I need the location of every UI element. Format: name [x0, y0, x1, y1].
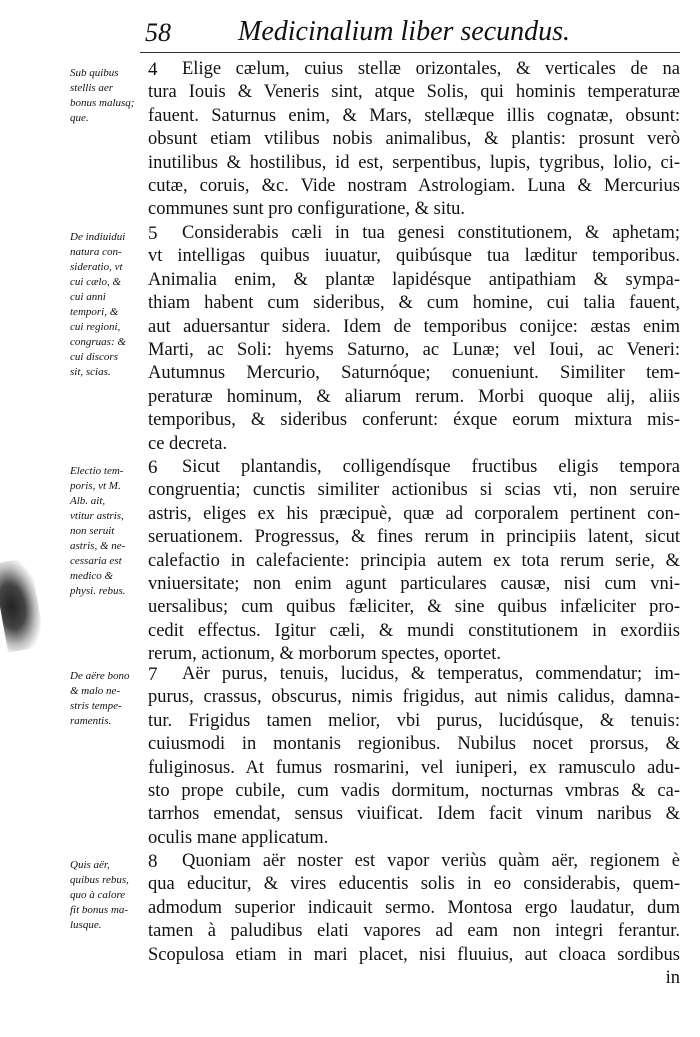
text-line: ce decreta. [148, 433, 228, 454]
text-line: calefactio in calefaciente: principia autem ex tota rerum serie, & [148, 550, 680, 571]
marginal-gloss: De aëre bono & malo ne- stris tempe- ramentis. [70, 670, 130, 727]
text-line: uersalibus; cum quibus fæliciter, & sine quibus infæliciter pro- [148, 597, 680, 618]
paragraph-number: 7 [148, 664, 158, 685]
text-line: peraturæ hominum, & aliarum rerum. Morbi quoque alij, aliis [148, 386, 680, 407]
text-line: Quoniam aër noster est vapor veriùs quàm aër, regionem è [182, 851, 680, 871]
ink-blot [0, 557, 46, 652]
paragraph-number: 6 [148, 457, 158, 478]
paragraph-text [148, 222, 680, 456]
paragraph-number: 4 [148, 59, 158, 80]
text-line: cedit effectus. Igitur cæli, & mundi constitutionem in exordiis [148, 620, 680, 641]
text-line: Marti, ac Soli: hyems Saturno, ac Lunæ; vel Ioui, ac Veneri: [148, 339, 680, 360]
text-line: qua educitur, & vires educentis solis in eo considerabis, quem- [148, 874, 680, 895]
paragraph-text [148, 663, 680, 850]
text-line: sto prope cubile, cum vadis dormitum, nocturnas vmbras & ca- [148, 780, 680, 801]
paragraph-number: 8 [148, 851, 158, 872]
text-line: tarrhos emendat, sensus viuificat. Idem facit vinum naribus & [148, 804, 680, 825]
text-line: tura Iouis & Veneris sint, atque Solis, qui hominis temperaturæ [148, 82, 680, 103]
text-line: purus, crassus, obscurus, nimis frigidus, aut nimis calidus, damna- [148, 687, 680, 708]
text-line: Autumnus Mercurio, Saturnóque; conueniunt. Similiter tem- [148, 363, 680, 384]
marginal-gloss: De indiuidui natura con- sideratio, vt cui cælo, & cui anni tempori, & cui regioni, congruas: & cui discors sit, scias. [70, 231, 126, 378]
text-line: cutæ, coruis, &c. Vide nostram Astrologiam. Luna & Mercurius [148, 175, 680, 196]
text-line: tamen à paludibus elati vapores ad eam non integri ferantur. [148, 921, 680, 942]
text-line: fuliginosus. At fumus rosmarini, vel iuniperi, ex ramusculo adu- [148, 757, 680, 778]
text-line: fauent. Saturnus enim, & Mars, stellæque illis cognatæ, obsunt: [148, 105, 680, 126]
marginal-gloss: Sub quibus stellis aer bonus malusq; que. [70, 67, 135, 124]
paragraph-number: 5 [148, 223, 158, 244]
text-line: admodum superior indicauit sermo. Montosa ergo laudatur, dum [148, 897, 680, 918]
text-line: inutilibus & hostilibus, id est, serpentibus, lupis, tygribus, lolio, ci- [148, 152, 680, 173]
text-line: congruentia; cunctis similiter actionibus si scias vti, non seruire [148, 480, 680, 501]
text-line: seruationem. Progressus, & fines rerum in principiis latent, sicut [148, 527, 680, 548]
catchword: in [665, 967, 680, 988]
header-rule [140, 52, 680, 53]
text-line: astris, eliges ex his præcipuè, quæ ad corporalem pertinent con- [148, 503, 680, 524]
text-line: Elige cælum, cuius stellæ orizontales, & verticales de na [182, 59, 680, 79]
text-line: obsunt etiam vtilibus nobis animalibus, & plantis: prosunt verò [148, 129, 680, 150]
text-line: Aër purus, tenuis, lucidus, & temperatus, commendatur; im- [182, 664, 680, 684]
text-line: thiam habent cum sideribus, & cum homine, cui talia fauent, [148, 293, 680, 314]
text-line: tur. Frigidus tamen melior, vbi purus, lucidúsque, & tenuis: [148, 710, 680, 731]
marginal-gloss: Quis aër, quibus rebus, quo à calore fit bonus ma- lusque. [70, 859, 129, 931]
text-line: aut aduersantur sidera. Idem de temporibus conijce: æstas enim [148, 316, 680, 337]
text-line: vniuersitate; non enim agunt particulares causæ, nisi cum vni- [148, 573, 680, 594]
paragraph-text [148, 456, 680, 667]
marginal-gloss: Electio tem- poris, vt M. Alb. ait, vtitur astris, non seruit astris, & ne- cessaria est medico & physi. rebus. [70, 465, 126, 597]
text-line: Sicut plantandis, colligendísque fructibus eligis tempora [182, 457, 680, 477]
text-line: Considerabis cæli in tua genesi constitutionem, & aphetam; [182, 223, 680, 243]
text-line: cuiusmodi in montanis regionibus. Nubilus nocet prorsus, & [148, 734, 680, 755]
paragraph-text [148, 58, 680, 222]
paragraph-text [148, 850, 680, 990]
text-line: Scopulosa etiam in mari placet, nisi fluuius, aut cloaca sordibus [148, 944, 680, 965]
text-line: Animalia enim, & plantæ lapidésque antipathiam & sympa- [148, 269, 680, 290]
text-line: temporibus, & sideribus conferunt: éxque eorum mixtura mis- [148, 410, 680, 431]
text-line: vt intelligas quibus iuuatur, quibúsque tua læditur temporibus. [148, 246, 680, 267]
running-title: Medicinalium liber secundus. [238, 16, 571, 47]
text-line: communes sunt pro configuratione, & situ. [148, 199, 466, 220]
text-line: oculis mane applicatum. [148, 827, 329, 848]
text-line: rerum, actionum, & morborum spectes, oportet. [148, 644, 501, 665]
page-number: 58 [145, 18, 171, 47]
